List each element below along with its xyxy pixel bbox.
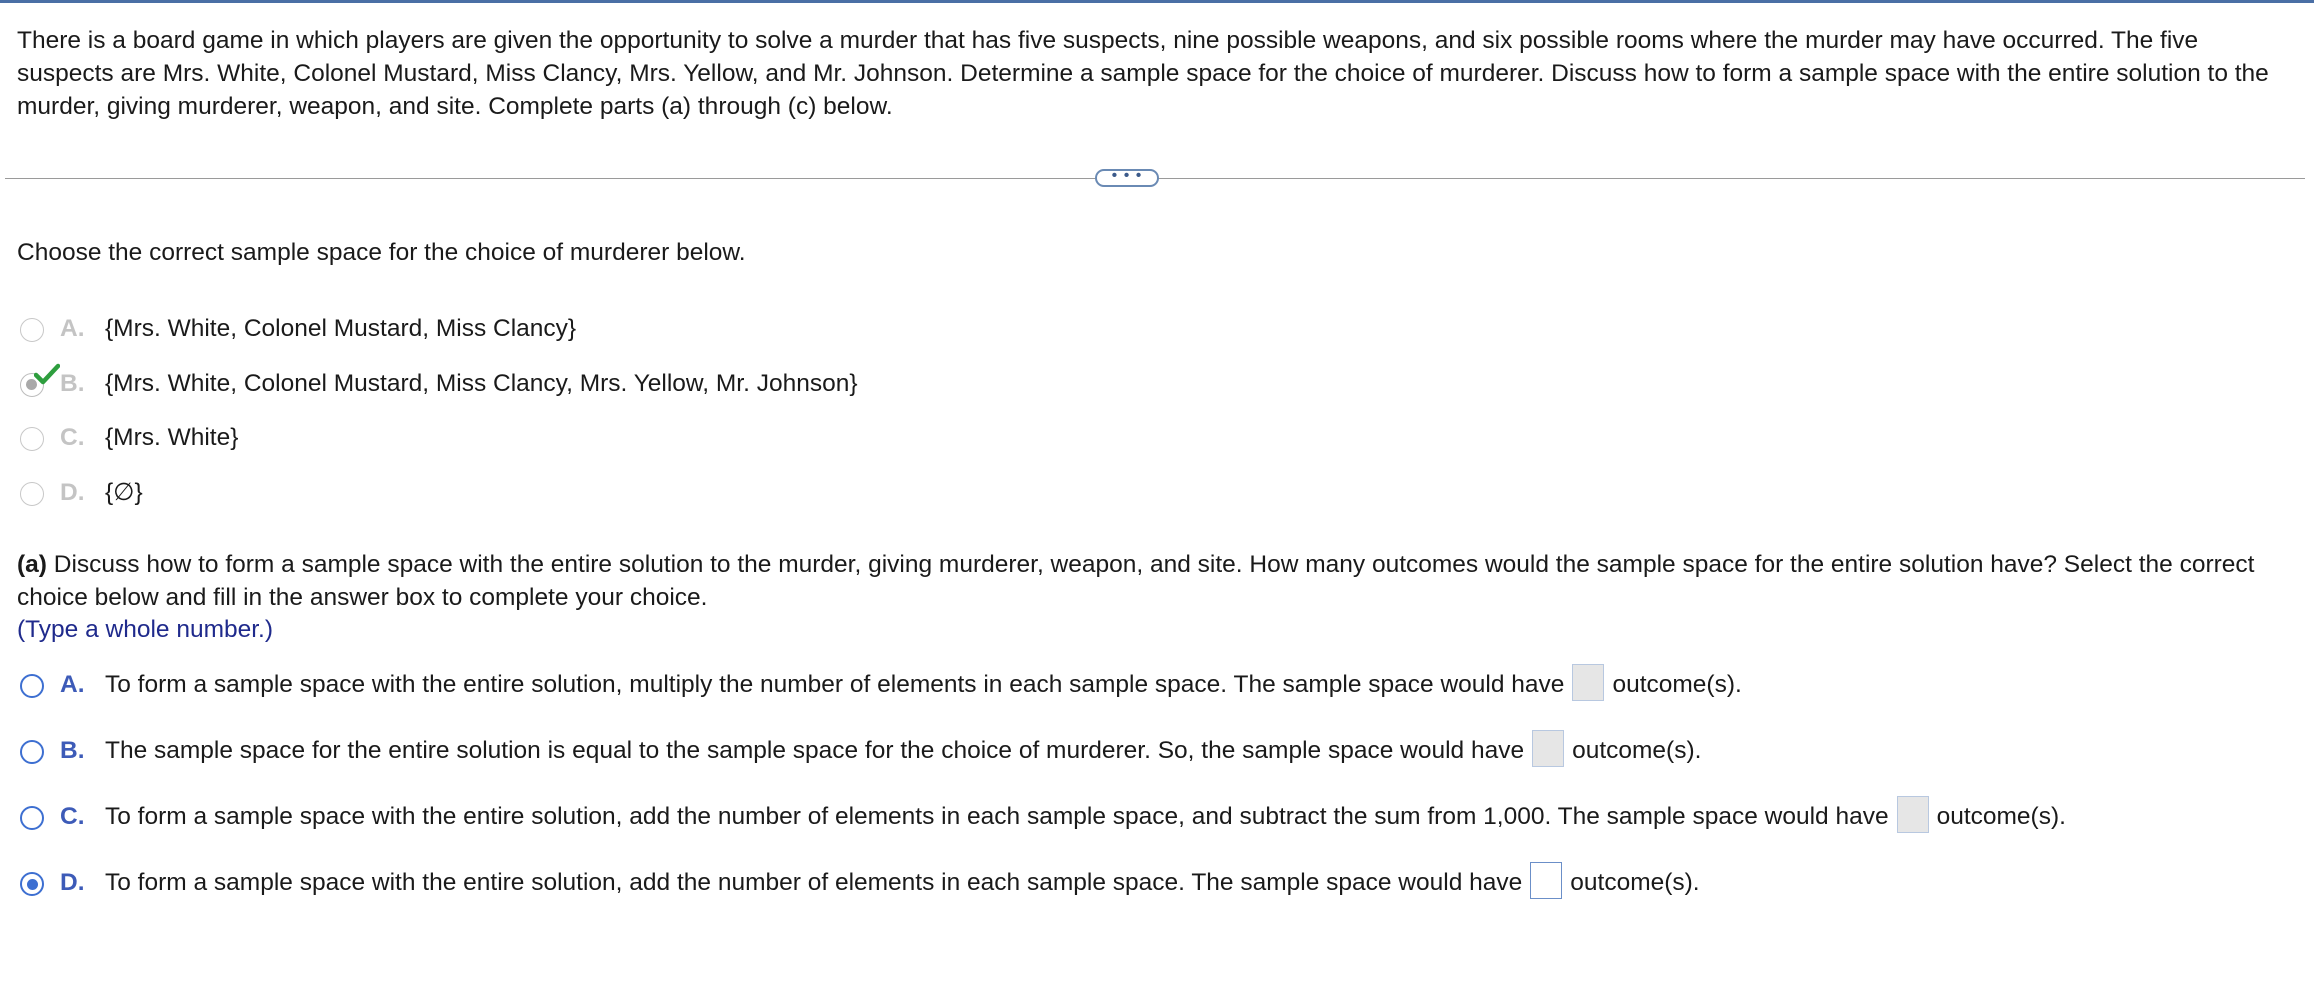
top-border: [0, 0, 2314, 3]
part-a-option-d-letter: D.: [60, 869, 85, 896]
part-a-option-a-text: [105, 668, 1742, 702]
part-a-option-b-text: [105, 734, 1701, 768]
q1-option-c-text: {Mrs. White}: [105, 424, 239, 451]
correct-check-icon: [34, 363, 60, 387]
part-a-prompt-text: Discuss how to form a sample space with the entire solution to the murder, giving murderer, weapon, and site. How many outcomes would the sample space for the entire solution have? Select the correct choice below and fill in the answer box to complete your choice.: [17, 551, 2255, 611]
part-a-option-c-answer-box[interactable]: [1897, 796, 1929, 833]
part-a-option-d-answer-box[interactable]: [1530, 862, 1562, 899]
part-a-option-d-radio[interactable]: [20, 872, 44, 896]
part-a-option-d-after: outcome(s).: [1570, 869, 1700, 896]
part-a-hint: (Type a whole number.): [17, 616, 274, 643]
part-a-option-b-after: outcome(s).: [1572, 737, 1702, 764]
q1-option-c-letter: C.: [60, 424, 85, 451]
q1-option-b-text: {Mrs. White, Colonel Mustard, Miss Clancy, Mrs. Yellow, Mr. Johnson}: [105, 370, 858, 397]
part-a-option-c-text: [105, 800, 2066, 834]
q1-option-a-letter: A.: [60, 315, 85, 342]
part-a-option-a-answer-box[interactable]: [1572, 664, 1604, 701]
part-a-option-b-before: The sample space for the entire solution is equal to the sample space for the choice of murderer. So, the sample space would have: [105, 737, 1525, 764]
q1-option-d-text: {∅}: [105, 479, 143, 506]
q1-option-a-text: {Mrs. White, Colonel Mustard, Miss Clancy}: [105, 315, 577, 342]
expand-button[interactable]: • • •: [1095, 169, 1159, 187]
part-a-option-c-after: outcome(s).: [1936, 803, 2066, 830]
part-a-option-c-letter: C.: [60, 803, 85, 830]
q1-option-d-letter: D.: [60, 479, 85, 506]
part-a-option-b-radio[interactable]: [20, 740, 44, 764]
part-a-option-c-radio[interactable]: [20, 806, 44, 830]
part-a-option-b-answer-box[interactable]: [1532, 730, 1564, 767]
part-a-option-c-before: To form a sample space with the entire solution, add the number of elements in each sample space, and subtract the sum from 1,000. The sample space would have: [105, 803, 1889, 830]
question-intro: There is a board game in which players are given the opportunity to solve a murder that has five suspects, nine possible weapons, and six possible rooms where the murder may have occurred. The five suspects are Mrs. White, Colonel Mustard, Miss Clancy, Mrs. Yellow, and Mr. Johnson. Determine a sample space for the choice of murderer. Discuss how to form a sample space with the entire solution to the murder, giving murderer, weapon, and site. Complete parts (a) through (c) below.: [17, 27, 2269, 120]
part-a-prompt: [17, 548, 2297, 614]
q1-option-b-letter: B.: [60, 370, 85, 397]
part-a-label: (a): [17, 551, 47, 578]
part-a-option-d-text: [105, 866, 1700, 900]
part-a-option-a-before: To form a sample space with the entire solution, multiply the number of elements in each sample space. The sample space would have: [105, 671, 1565, 698]
part-a-option-d-before: To form a sample space with the entire solution, add the number of elements in each sample space. The sample space would have: [105, 869, 1523, 896]
q1-option-d-radio: [20, 482, 44, 506]
q1-option-c-radio: [20, 427, 44, 451]
part-a-option-b-letter: B.: [60, 737, 85, 764]
part-a-option-a-after: outcome(s).: [1612, 671, 1742, 698]
q1-option-a-radio: [20, 318, 44, 342]
part-a-option-a-letter: A.: [60, 671, 85, 698]
part-a-option-a-radio[interactable]: [20, 674, 44, 698]
question1-prompt: Choose the correct sample space for the choice of murderer below.: [17, 239, 746, 266]
